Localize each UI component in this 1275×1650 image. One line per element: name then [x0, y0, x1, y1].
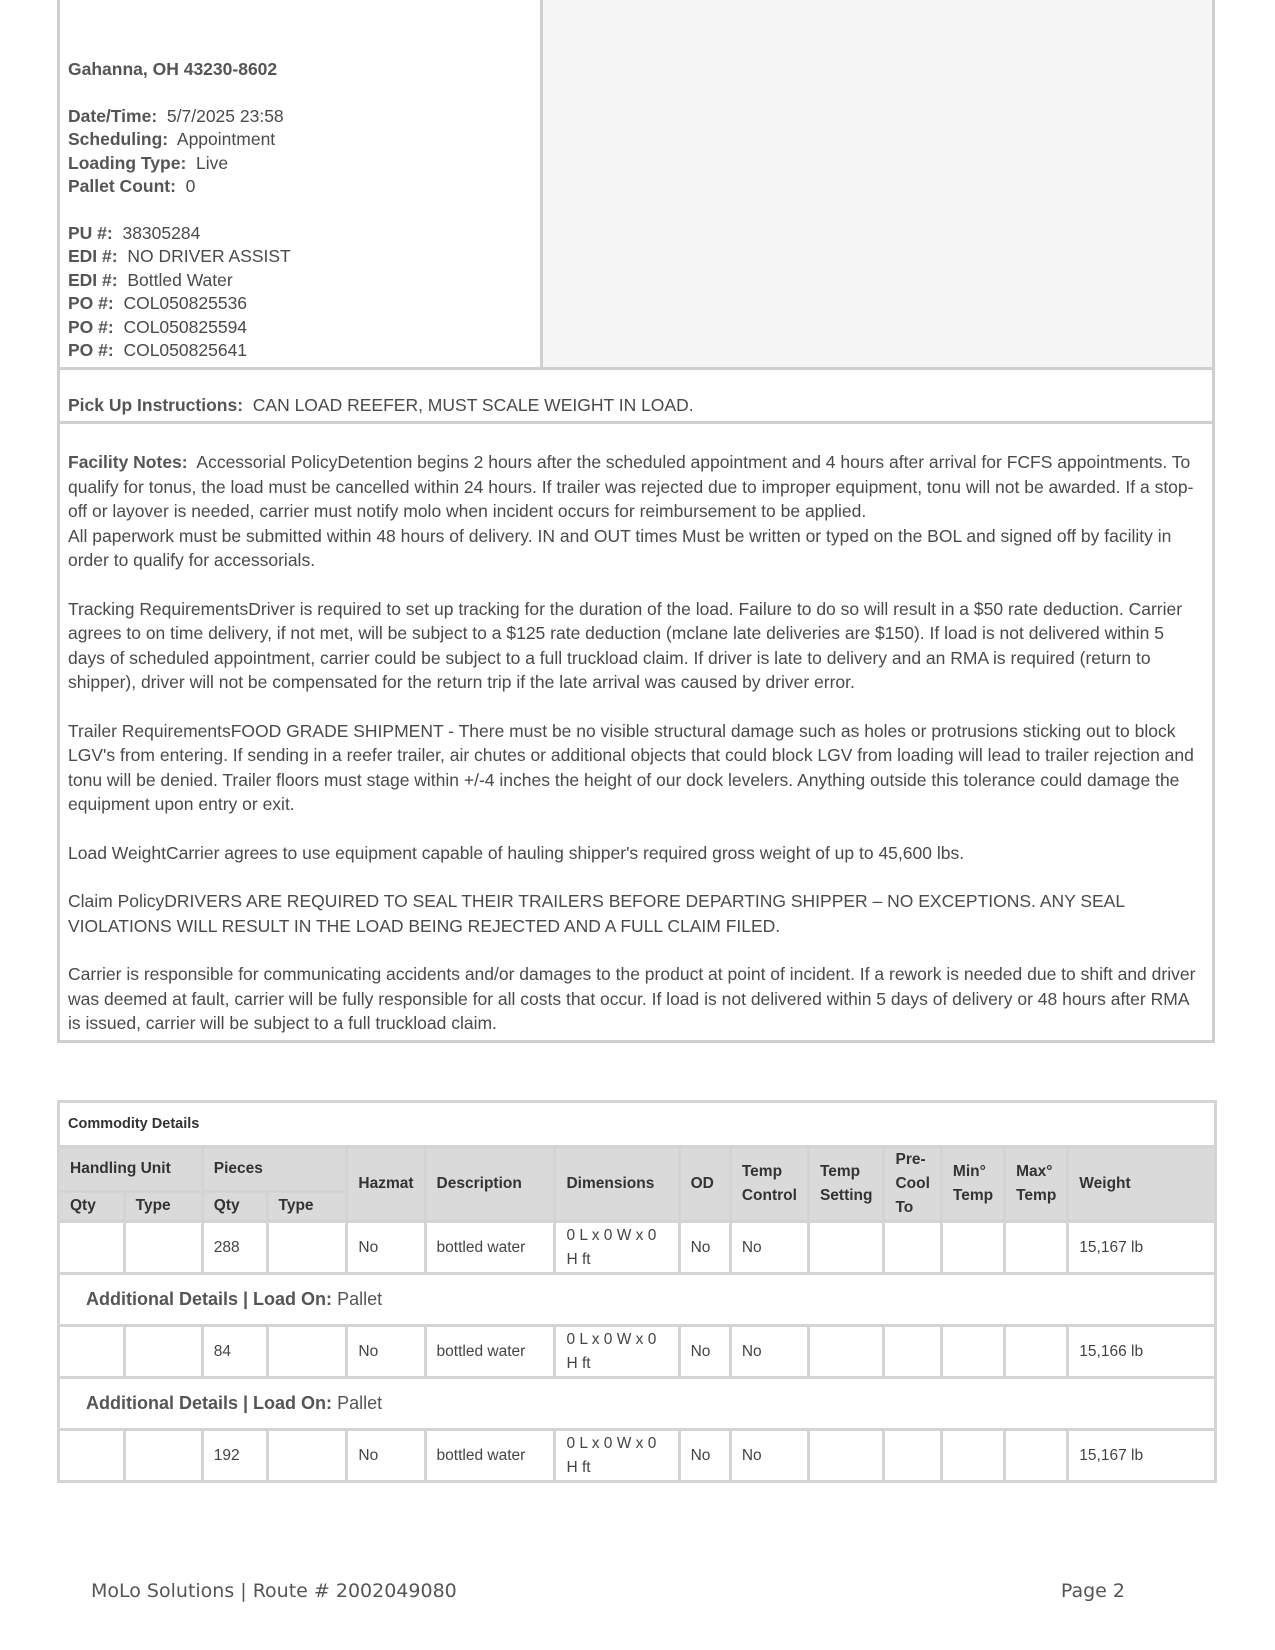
field-value: COL050825641	[123, 340, 248, 360]
commodity-title: Commodity Details	[59, 1102, 1216, 1147]
cell-hu-type	[124, 1326, 202, 1378]
cell-pc-qty: 84	[202, 1326, 267, 1378]
cell-temp-setting	[808, 1430, 884, 1482]
field-label: PO #:	[68, 316, 114, 337]
header-hazmat: Hazmat	[347, 1147, 425, 1222]
facility-paragraph: Claim PolicyDRIVERS ARE REQUIRED TO SEAL THEIR TRAILERS BEFORE DEPARTING SHIPPER – NO EXCEPTIONS. ANY SEAL VIOLATIONS WILL RESULT IN THE LOAD BEING REJECTED AND A FULL CLAIM FILED.	[68, 891, 1125, 936]
header-description: Description	[425, 1147, 555, 1222]
cell-od: No	[679, 1430, 730, 1482]
cell-weight: 15,166 lb	[1068, 1326, 1216, 1378]
commodity-table	[57, 1100, 1217, 1483]
cell-dimensions: 0 L x 0 W x 0 H ft	[555, 1326, 679, 1378]
field-label: EDI #:	[68, 269, 118, 290]
page-footer	[91, 1580, 1125, 1602]
stop-details	[60, 0, 543, 367]
cell-weight: 15,167 lb	[1068, 1430, 1216, 1482]
cell-od: No	[679, 1326, 730, 1378]
additional-details-value: Pallet	[337, 1289, 383, 1309]
cell-pc-type	[267, 1326, 347, 1378]
cell-description: bottled water	[425, 1222, 555, 1274]
empty-panel	[543, 0, 1212, 367]
field-row	[68, 245, 532, 269]
field-row	[68, 105, 532, 129]
cell-hazmat: No	[347, 1430, 425, 1482]
page-number: Page 2	[1060, 1580, 1125, 1602]
additional-details-row	[59, 1274, 1216, 1326]
header-precool: Pre-Cool To	[884, 1147, 941, 1222]
facility-paragraph: Carrier is responsible for communicating accidents and/or damages to the product at point of incident. If a rework is needed due to shift and driver was deemed at fault, carrier will be fully responsible for all costs that occur. If load is not delivered within 5 days of delivery or 48 hours after RMA is issued, carrier will be subject to a full truckload claim.	[68, 964, 1196, 1033]
field-row	[68, 269, 532, 293]
header-min-temp: Min° Temp	[941, 1147, 1004, 1222]
cell-dimensions: 0 L x 0 W x 0 H ft	[555, 1430, 679, 1482]
cell-temp-setting	[808, 1222, 884, 1274]
cell-temp-setting	[808, 1326, 884, 1378]
field-label: Date/Time:	[68, 105, 158, 126]
header-pc-type: Type	[267, 1191, 347, 1221]
header-max-temp: Max° Temp	[1005, 1147, 1068, 1222]
field-label: Pallet Count:	[68, 176, 176, 196]
address-line: Gahanna, OH 43230-8602	[68, 59, 278, 79]
additional-details-label: Additional Details | Load On:	[86, 1289, 333, 1309]
field-row	[68, 292, 532, 316]
field-label: EDI #:	[68, 246, 118, 266]
facility-text: Accessorial PolicyDetention begins 2 hours after the scheduled appointment and 4 hours after arrival for FCFS appointments. To qualify for tonus, the load must be cancelled within 24 hours. If trailer was rejected due to improper equipment, tonu will not be awarded. If a stop-off or layover is needed, carrier must notify molo when incident occurs for reimbursement to be applied.	[68, 452, 1194, 521]
field-value: NO DRIVER ASSIST	[127, 246, 291, 266]
field-row	[68, 152, 532, 176]
facility-text: All paperwork must be submitted within 48 hours of delivery. IN and OUT times Must be written or typed on the BOL and signed off by facility in order to qualify for accessorials.	[68, 525, 1172, 570]
cell-temp-control: No	[730, 1326, 808, 1378]
facility-paragraph: Tracking RequirementsDriver is required to set up tracking for the duration of the load. Failure to do so will result in a $50 rate deduction. Carrier agrees to on time delivery, if not met, will be subject to a $125 rate deduction (mclane late deliveries are $150). If load is not delivered within 5 days of scheduled appointment, carrier could be subject to a full truckload claim. If driver is late to delivery and an RMA is required (return to shipper), driver will not be compensated for the return trip if the late arrival was caused by driver error.	[68, 598, 1183, 692]
header-weight: Weight	[1068, 1147, 1216, 1222]
facility-paragraph: Load WeightCarrier agrees to use equipment capable of hauling shipper's required gross weight of up to 45,600 lbs.	[68, 842, 965, 863]
additional-details-value: Pallet	[337, 1393, 383, 1413]
field-value: Bottled Water	[127, 269, 233, 290]
footer-route: MoLo Solutions | Route # 2002049080	[91, 1580, 457, 1602]
field-row	[68, 128, 532, 152]
cell-hu-qty	[59, 1430, 125, 1482]
cell-hu-type	[124, 1430, 202, 1482]
cell-pc-qty: 288	[202, 1222, 267, 1274]
table-row	[59, 1430, 1216, 1482]
cell-min-temp	[941, 1430, 1004, 1482]
cell-pc-type	[267, 1430, 347, 1482]
cell-precool	[884, 1326, 941, 1378]
field-label: PU #:	[68, 222, 113, 243]
field-value: Live	[196, 152, 229, 173]
cell-weight: 15,167 lb	[1068, 1222, 1216, 1274]
header-handling-unit: Handling Unit	[59, 1147, 203, 1192]
field-row	[68, 175, 532, 199]
field-value: 38305284	[122, 222, 201, 243]
cell-max-temp	[1005, 1326, 1068, 1378]
cell-min-temp	[941, 1222, 1004, 1274]
cell-max-temp	[1005, 1222, 1068, 1274]
cell-max-temp	[1005, 1430, 1068, 1482]
field-row	[68, 339, 532, 363]
field-label: PO #:	[68, 293, 114, 313]
cell-hu-type	[124, 1222, 202, 1274]
additional-details	[59, 1274, 1216, 1326]
cell-precool	[884, 1222, 941, 1274]
cell-od: No	[679, 1222, 730, 1274]
additional-details-label: Additional Details | Load On:	[86, 1393, 333, 1413]
cell-hu-qty	[59, 1326, 125, 1378]
cell-min-temp	[941, 1326, 1004, 1378]
cell-description: bottled water	[425, 1430, 555, 1482]
facility-paragraph: Trailer RequirementsFOOD GRADE SHIPMENT - There must be no visible structural damage such as holes or protrusions sticking out to block LGV's from entering. If sending in a reefer trailer, air chutes or additional objects that could block LGV from loading will lead to trailer rejection and tonu will be denied. Trailer floors must stage within +/-4 inches the height of our dock levelers. Anything outside this tolerance could damage the equipment upon entry or exit.	[68, 720, 1194, 814]
field-value: 5/7/2025 23:58	[166, 105, 284, 126]
header-hu-qty: Qty	[59, 1191, 125, 1221]
stop-info-box	[57, 0, 1215, 370]
cell-temp-control: No	[730, 1222, 808, 1274]
header-hu-type: Type	[124, 1191, 202, 1221]
field-row	[68, 222, 532, 246]
facility-notes	[57, 424, 1215, 1043]
header-pc-qty: Qty	[202, 1191, 267, 1221]
field-value: Appointment	[176, 129, 276, 149]
cell-description: bottled water	[425, 1326, 555, 1378]
cell-hazmat: No	[347, 1222, 425, 1274]
facility-label: Facility Notes:	[68, 452, 188, 472]
field-value: COL050825536	[123, 293, 248, 313]
field-label: PO #:	[68, 340, 114, 360]
cell-hazmat: No	[347, 1326, 425, 1378]
field-value: COL050825594	[123, 316, 248, 337]
document-page	[57, 0, 1215, 1043]
header-od: OD	[679, 1147, 730, 1222]
header-temp-control: Temp Control	[730, 1147, 808, 1222]
additional-details	[59, 1378, 1216, 1430]
pickup-value: CAN LOAD REEFER, MUST SCALE WEIGHT IN LOAD.	[252, 394, 694, 415]
pickup-instructions	[57, 370, 1215, 424]
cell-pc-qty: 192	[202, 1430, 267, 1482]
table-row	[59, 1326, 1216, 1378]
cell-precool	[884, 1430, 941, 1482]
header-pieces: Pieces	[202, 1147, 347, 1192]
cell-dimensions: 0 L x 0 W x 0 H ft	[555, 1222, 679, 1274]
cell-hu-qty	[59, 1222, 125, 1274]
cell-temp-control: No	[730, 1430, 808, 1482]
header-dimensions: Dimensions	[555, 1147, 679, 1222]
field-row	[68, 316, 532, 340]
additional-details-row	[59, 1378, 1216, 1430]
table-row	[59, 1222, 1216, 1274]
header-temp-setting: Temp Setting	[808, 1147, 884, 1222]
cell-pc-type	[267, 1222, 347, 1274]
field-label: Loading Type:	[68, 152, 187, 173]
field-value: 0	[185, 176, 196, 196]
facility-paragraph	[68, 450, 1204, 573]
pickup-label: Pick Up Instructions:	[68, 394, 244, 415]
field-label: Scheduling:	[68, 129, 169, 149]
